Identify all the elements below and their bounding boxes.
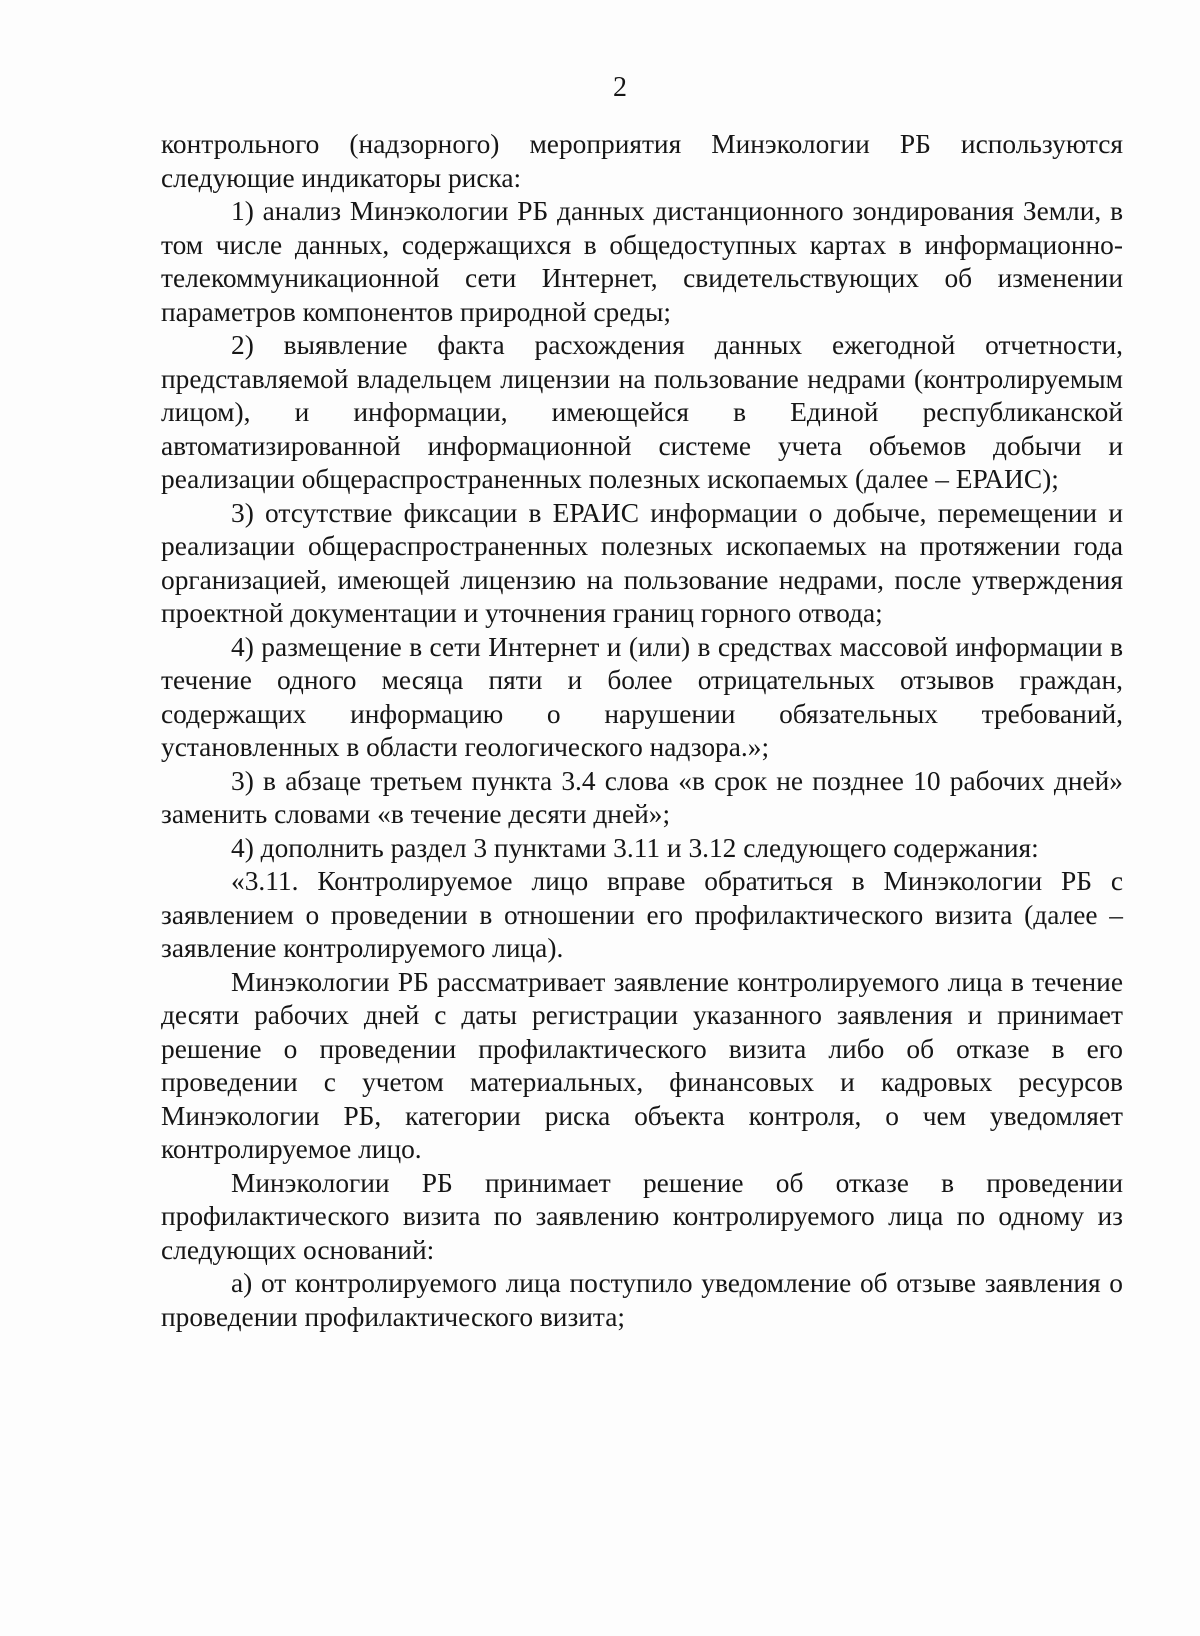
paragraph-clause-3-11: «3.11. Контролируемое лицо вправе обратиться в Минэкологии РБ с заявлением о проведении в отношении его профилактического визита (далее – заявление контролируемого лица). [161,866,1123,963]
paragraph-risk-indicators-intro: контрольного (надзорного) мероприятия Минэкологии РБ используются следующие индикаторы риска: [161,129,1123,193]
paragraph-indicator-2: 2) выявление факта расхождения данных ежегодной отчетности, представляемой владельцем лицензии на пользование недрами (контролируемым лицом), и информации, имеющейся в Единой республиканской автоматизированной информационной системе учета объемов добычи и реализации общераспространенных полезных ископаемых (далее – ЕРАИС); [161,330,1123,494]
paragraph-indicator-3: 3) отсутствие фиксации в ЕРАИС информации о добыче, перемещении и реализации общераспространенных полезных ископаемых на протяжении года организацией, имеющей лицензию на пользование недрами, после утверждения проектной документации и уточнения границ горного отвода; [161,497,1123,628]
document-body [161,128,1123,1334]
paragraph-amendment-4: 4) дополнить раздел 3 пунктами 3.11 и 3.12 следующего содержания: [231,832,1039,863]
paragraph-application-review: Минэкологии РБ рассматривает заявление контролируемого лица в течение десяти рабочих дней с даты регистрации указанного заявления и принимает решение о проведении профилактического визита либо об отказе в его проведении с учетом материальных, финансовых и кадровых ресурсов Минэкологии РБ, категории риска объекта контроля, о чем уведомляет контролируемое лицо. [161,966,1123,1164]
paragraph-amendment-3: 3) в абзаце третьем пункта 3.4 слова «в срок не позднее 10 рабочих дней» заменить словами «в течение десяти дней»; [161,765,1123,829]
page-number: 2 [613,72,627,103]
paragraph-ground-a: а) от контролируемого лица поступило уведомление об отзыве заявления о проведении профилактического визита; [161,1268,1123,1332]
paragraph-refusal-grounds: Минэкологии РБ принимает решение об отказе в проведении профилактического визита по заявлению контролируемого лица по одному из следующих оснований: [161,1167,1123,1265]
paragraph-indicator-1: 1) анализ Минэкологии РБ данных дистанционного зондирования Земли, в том числе данных, содержащихся в общедоступных картах в информационно-телекоммуникационной сети Интернет, свидетельствующих об изменении параметров компонентов природной среды; [161,196,1123,327]
paragraph-indicator-4: 4) размещение в сети Интернет и (или) в средствах массовой информации в течение одного месяца пяти и более отрицательных отзывов граждан, содержащих информацию о нарушении обязательных требований, установленных в области геологического надзора.»; [161,631,1123,762]
